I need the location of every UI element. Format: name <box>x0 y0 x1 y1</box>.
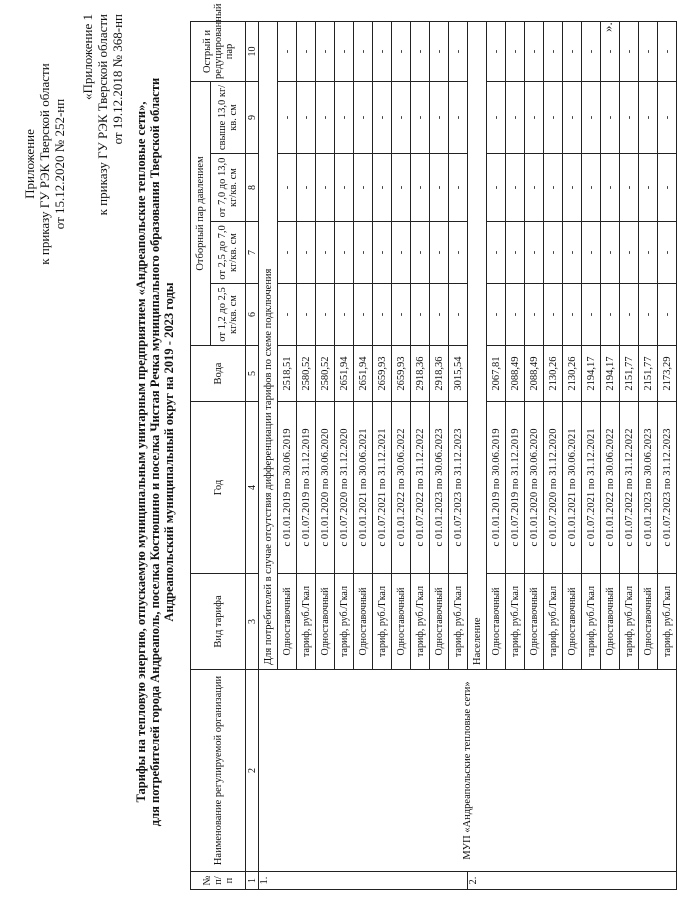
dash-cell: - <box>601 222 620 284</box>
period-cell: с 01.01.2023 по 30.06.2023 <box>430 402 449 574</box>
header-cell: свыше 13,0 кг/кв. см <box>210 81 245 153</box>
dash-cell: - <box>487 154 506 222</box>
dash-cell: - <box>449 284 468 346</box>
dash-cell: - <box>430 154 449 222</box>
dash-cell: - <box>297 154 316 222</box>
dash-cell: - <box>411 222 430 284</box>
period-cell: с 01.01.2021 по 30.06.2021 <box>563 402 582 574</box>
dash-cell: - <box>525 81 544 153</box>
tariff-type-cell: тариф, руб./Гкал <box>506 574 525 670</box>
dash-cell: - <box>335 284 354 346</box>
dash-cell: - <box>658 21 677 81</box>
previous-appendix-block <box>80 14 125 304</box>
header-row <box>191 21 211 889</box>
water-tariff-cell: 2173,29 <box>658 346 677 402</box>
dash-cell: - <box>373 21 392 81</box>
dash-cell: - <box>297 81 316 153</box>
water-tariff-cell: 2067,81 <box>487 346 506 402</box>
tariff-type-cell: Одноставочный <box>278 574 297 670</box>
period-cell: с 01.01.2022 по 30.06.2022 <box>601 402 620 574</box>
dash-cell: - <box>639 284 658 346</box>
dash-cell: - <box>620 81 639 153</box>
dash-cell: - <box>392 222 411 284</box>
appendix-line: к приказу ГУ РЭК Тверской области <box>95 14 110 216</box>
dash-cell: - <box>430 284 449 346</box>
water-tariff-cell: 2659,93 <box>373 346 392 402</box>
dash-cell: - <box>487 222 506 284</box>
period-cell: с 01.01.2020 по 30.06.2020 <box>316 402 335 574</box>
period-cell: с 01.01.2019 по 30.06.2019 <box>278 402 297 574</box>
appendix-line: «Приложение 1 <box>80 14 95 101</box>
row-number: 2. <box>468 872 677 890</box>
dash-cell: - <box>601 81 620 153</box>
dash-cell: - <box>316 284 335 346</box>
tariff-type-cell: тариф, руб./Гкал <box>411 574 430 670</box>
dash-cell: - <box>601 154 620 222</box>
water-tariff-cell: 2659,93 <box>392 346 411 402</box>
tariff-type-cell: Одноставочный <box>563 574 582 670</box>
dash-cell: - <box>544 222 563 284</box>
period-cell: с 01.01.2023 по 30.06.2023 <box>639 402 658 574</box>
header-cell: Вид тарифа <box>191 574 246 670</box>
dash-cell: - <box>620 284 639 346</box>
tariff-table <box>190 3 677 890</box>
document-title-line: Андреапольский муниципальный округ на 2019 - 2023 годы <box>162 282 176 622</box>
dash-cell: - <box>297 21 316 81</box>
dash-cell: - <box>430 21 449 81</box>
dash-cell: - <box>430 81 449 153</box>
water-tariff-cell: 2088,49 <box>525 346 544 402</box>
dash-cell: - <box>544 21 563 81</box>
dash-cell: - <box>563 81 582 153</box>
dash-cell: - <box>506 21 525 81</box>
dash-cell: - <box>411 21 430 81</box>
dash-cell: - <box>487 284 506 346</box>
document-title-line: для потребителей города Андреаполь, поселка Костюшино и поселка Чистая Речка муниципального образования Тверской области <box>148 77 162 827</box>
column-number: 2 <box>246 670 259 872</box>
dash-cell: - <box>544 284 563 346</box>
dash-cell: - <box>639 81 658 153</box>
water-tariff-cell: 2194,17 <box>601 346 620 402</box>
water-tariff-cell: 2651,94 <box>354 346 373 402</box>
tariff-type-cell: Одноставочный <box>354 574 373 670</box>
dash-cell: - <box>373 154 392 222</box>
dash-cell: - <box>544 154 563 222</box>
section-title: Для потребителей в случае отсутствия дифференциации тарифов по схеме подключения <box>259 21 278 669</box>
column-number: 5 <box>246 346 259 402</box>
water-tariff-cell: 2918,36 <box>430 346 449 402</box>
period-cell: с 01.01.2021 по 30.06.2021 <box>354 402 373 574</box>
water-tariff-cell: 2651,94 <box>335 346 354 402</box>
dash-cell: - <box>601 284 620 346</box>
dash-cell: - <box>658 154 677 222</box>
dash-cell: - <box>373 222 392 284</box>
dash-cell: - <box>316 21 335 81</box>
dash-cell: - <box>373 284 392 346</box>
dash-cell: - <box>449 21 468 81</box>
dash-cell: - <box>601 21 620 81</box>
water-tariff-cell: 2151,77 <box>620 346 639 402</box>
period-cell: с 01.01.2019 по 30.06.2019 <box>487 402 506 574</box>
tariff-type-cell: тариф, руб./Гкал <box>658 574 677 670</box>
period-cell: с 01.07.2023 по 31.12.2023 <box>449 402 468 574</box>
dash-cell: - <box>392 81 411 153</box>
dash-cell: - <box>639 222 658 284</box>
dash-cell: - <box>563 222 582 284</box>
column-number-row <box>246 21 259 889</box>
dash-cell: - <box>335 222 354 284</box>
header-cell: Острый и редуцированный пар <box>191 21 246 81</box>
period-cell: с 01.07.2019 по 31.12.2019 <box>506 402 525 574</box>
water-tariff-cell: 3015,54 <box>449 346 468 402</box>
dash-cell: - <box>335 81 354 153</box>
column-number: 9 <box>246 81 259 153</box>
dash-cell: - <box>373 81 392 153</box>
dash-cell: - <box>449 222 468 284</box>
tariff-type-cell: тариф, руб./Гкал <box>449 574 468 670</box>
dash-cell: - <box>449 81 468 153</box>
dash-cell: - <box>335 21 354 81</box>
dash-cell: - <box>582 284 601 346</box>
water-tariff-cell: 2151,77 <box>639 346 658 402</box>
dash-cell: - <box>620 21 639 81</box>
dash-cell: - <box>639 21 658 81</box>
row-number: 1. <box>259 872 468 890</box>
tariff-type-cell: Одноставочный <box>316 574 335 670</box>
column-number: 6 <box>246 284 259 346</box>
water-tariff-cell: 2130,26 <box>563 346 582 402</box>
dash-cell: - <box>658 222 677 284</box>
header-cell: № п/п <box>191 872 246 890</box>
dash-cell: - <box>525 21 544 81</box>
period-cell: с 01.07.2021 по 31.12.2021 <box>373 402 392 574</box>
tariff-type-cell: тариф, руб./Гкал <box>297 574 316 670</box>
period-cell: с 01.07.2022 по 31.12.2022 <box>620 402 639 574</box>
column-number: 8 <box>246 154 259 222</box>
dash-cell: - <box>316 154 335 222</box>
header-group-cell: Отборный пар давлением <box>191 81 211 345</box>
dash-cell: - <box>582 222 601 284</box>
tariff-type-cell: Одноставочный <box>430 574 449 670</box>
dash-cell: - <box>449 154 468 222</box>
column-number: 3 <box>246 574 259 670</box>
tariff-type-cell: тариф, руб./Гкал <box>582 574 601 670</box>
dash-cell: - <box>411 284 430 346</box>
dash-cell: - <box>525 222 544 284</box>
period-cell: с 01.07.2019 по 31.12.2019 <box>297 402 316 574</box>
closing-quote: ». <box>600 22 615 32</box>
header-cell: Год <box>191 402 246 574</box>
header-cell: от 7,0 до 13,0 кг/кв. см <box>210 154 245 222</box>
dash-cell: - <box>525 154 544 222</box>
dash-cell: - <box>658 284 677 346</box>
dash-cell: - <box>487 81 506 153</box>
dash-cell: - <box>316 222 335 284</box>
dash-cell: - <box>582 81 601 153</box>
appendix-line: от 15.12.2020 № 252-нп <box>52 98 67 230</box>
column-number: 4 <box>246 402 259 574</box>
header-cell: Наименование регулируемой организации <box>191 670 246 872</box>
dash-cell: - <box>297 222 316 284</box>
tariff-type-cell: тариф, руб./Гкал <box>620 574 639 670</box>
dash-cell: - <box>563 284 582 346</box>
dash-cell: - <box>582 21 601 81</box>
dash-cell: - <box>392 154 411 222</box>
water-tariff-cell: 2580,52 <box>297 346 316 402</box>
dash-cell: - <box>392 21 411 81</box>
period-cell: с 01.07.2020 по 31.12.2020 <box>335 402 354 574</box>
dash-cell: - <box>278 222 297 284</box>
period-cell: с 01.07.2022 по 31.12.2022 <box>411 402 430 574</box>
tariff-type-cell: Одноставочный <box>639 574 658 670</box>
period-cell: с 01.01.2020 по 30.06.2020 <box>525 402 544 574</box>
dash-cell: - <box>506 284 525 346</box>
dash-cell: - <box>620 154 639 222</box>
dash-cell: - <box>487 21 506 81</box>
dash-cell: - <box>335 154 354 222</box>
water-tariff-cell: 2194,17 <box>582 346 601 402</box>
tariff-type-cell: Одноставочный <box>392 574 411 670</box>
dash-cell: - <box>278 284 297 346</box>
water-tariff-cell: 2580,52 <box>316 346 335 402</box>
dash-cell: - <box>354 21 373 81</box>
organization-name: МУП «Андреапольские тепловые сети» <box>259 670 677 872</box>
dash-cell: - <box>506 81 525 153</box>
dash-cell: - <box>563 154 582 222</box>
dash-cell: - <box>430 222 449 284</box>
dash-cell: - <box>620 222 639 284</box>
water-tariff-cell: 2088,49 <box>506 346 525 402</box>
tariff-type-cell: Одноставочный <box>601 574 620 670</box>
section-title: Население <box>468 21 487 669</box>
header-cell: от 1,2 до 2,5 кг/кв. см <box>210 284 245 346</box>
dash-cell: - <box>506 222 525 284</box>
dash-cell: - <box>278 81 297 153</box>
appendix-line: к приказу ГУ РЭК Тверской области <box>37 63 52 265</box>
dash-cell: - <box>354 284 373 346</box>
period-cell: с 01.07.2020 по 31.12.2020 <box>544 402 563 574</box>
water-tariff-cell: 2130,26 <box>544 346 563 402</box>
dash-cell: - <box>297 284 316 346</box>
water-tariff-cell: 2918,36 <box>411 346 430 402</box>
appendix-line: от 19.12.2018 № 368-нп <box>110 14 125 145</box>
tariff-type-cell: Одноставочный <box>487 574 506 670</box>
dash-cell: - <box>354 81 373 153</box>
dash-cell: - <box>278 21 297 81</box>
dash-cell: - <box>582 154 601 222</box>
dash-cell: - <box>411 81 430 153</box>
dash-cell: - <box>411 154 430 222</box>
dash-cell: - <box>354 154 373 222</box>
tariff-type-cell: Одноставочный <box>525 574 544 670</box>
dash-cell: - <box>563 21 582 81</box>
appendix-line: Приложение <box>22 129 37 199</box>
tariff-type-cell: тариф, руб./Гкал <box>544 574 563 670</box>
document-title-line: Тарифы на тепловую энергию, отпускаемую муниципальным унитарным предприятием «Андреапольские тепловые сети», <box>134 101 148 803</box>
section-row <box>259 21 278 889</box>
dash-cell: - <box>658 81 677 153</box>
period-cell: с 01.01.2022 по 30.06.2022 <box>392 402 411 574</box>
dash-cell: - <box>525 284 544 346</box>
header-cell: от 2,5 до 7,0 кг/кв. см <box>210 222 245 284</box>
column-number: 7 <box>246 222 259 284</box>
period-cell: с 01.07.2023 по 31.12.2023 <box>658 402 677 574</box>
column-number: 1 <box>246 872 259 890</box>
column-number: 10 <box>246 21 259 81</box>
period-cell: с 01.07.2021 по 31.12.2021 <box>582 402 601 574</box>
dash-cell: - <box>506 154 525 222</box>
dash-cell: - <box>278 154 297 222</box>
dash-cell: - <box>544 81 563 153</box>
dash-cell: - <box>639 154 658 222</box>
dash-cell: - <box>354 222 373 284</box>
appendix-block <box>22 24 67 304</box>
water-tariff-cell: 2518,51 <box>278 346 297 402</box>
dash-cell: - <box>392 284 411 346</box>
tariff-type-cell: тариф, руб./Гкал <box>373 574 392 670</box>
tariff-type-cell: тариф, руб./Гкал <box>335 574 354 670</box>
dash-cell: - <box>316 81 335 153</box>
header-cell: Вода <box>191 346 246 402</box>
